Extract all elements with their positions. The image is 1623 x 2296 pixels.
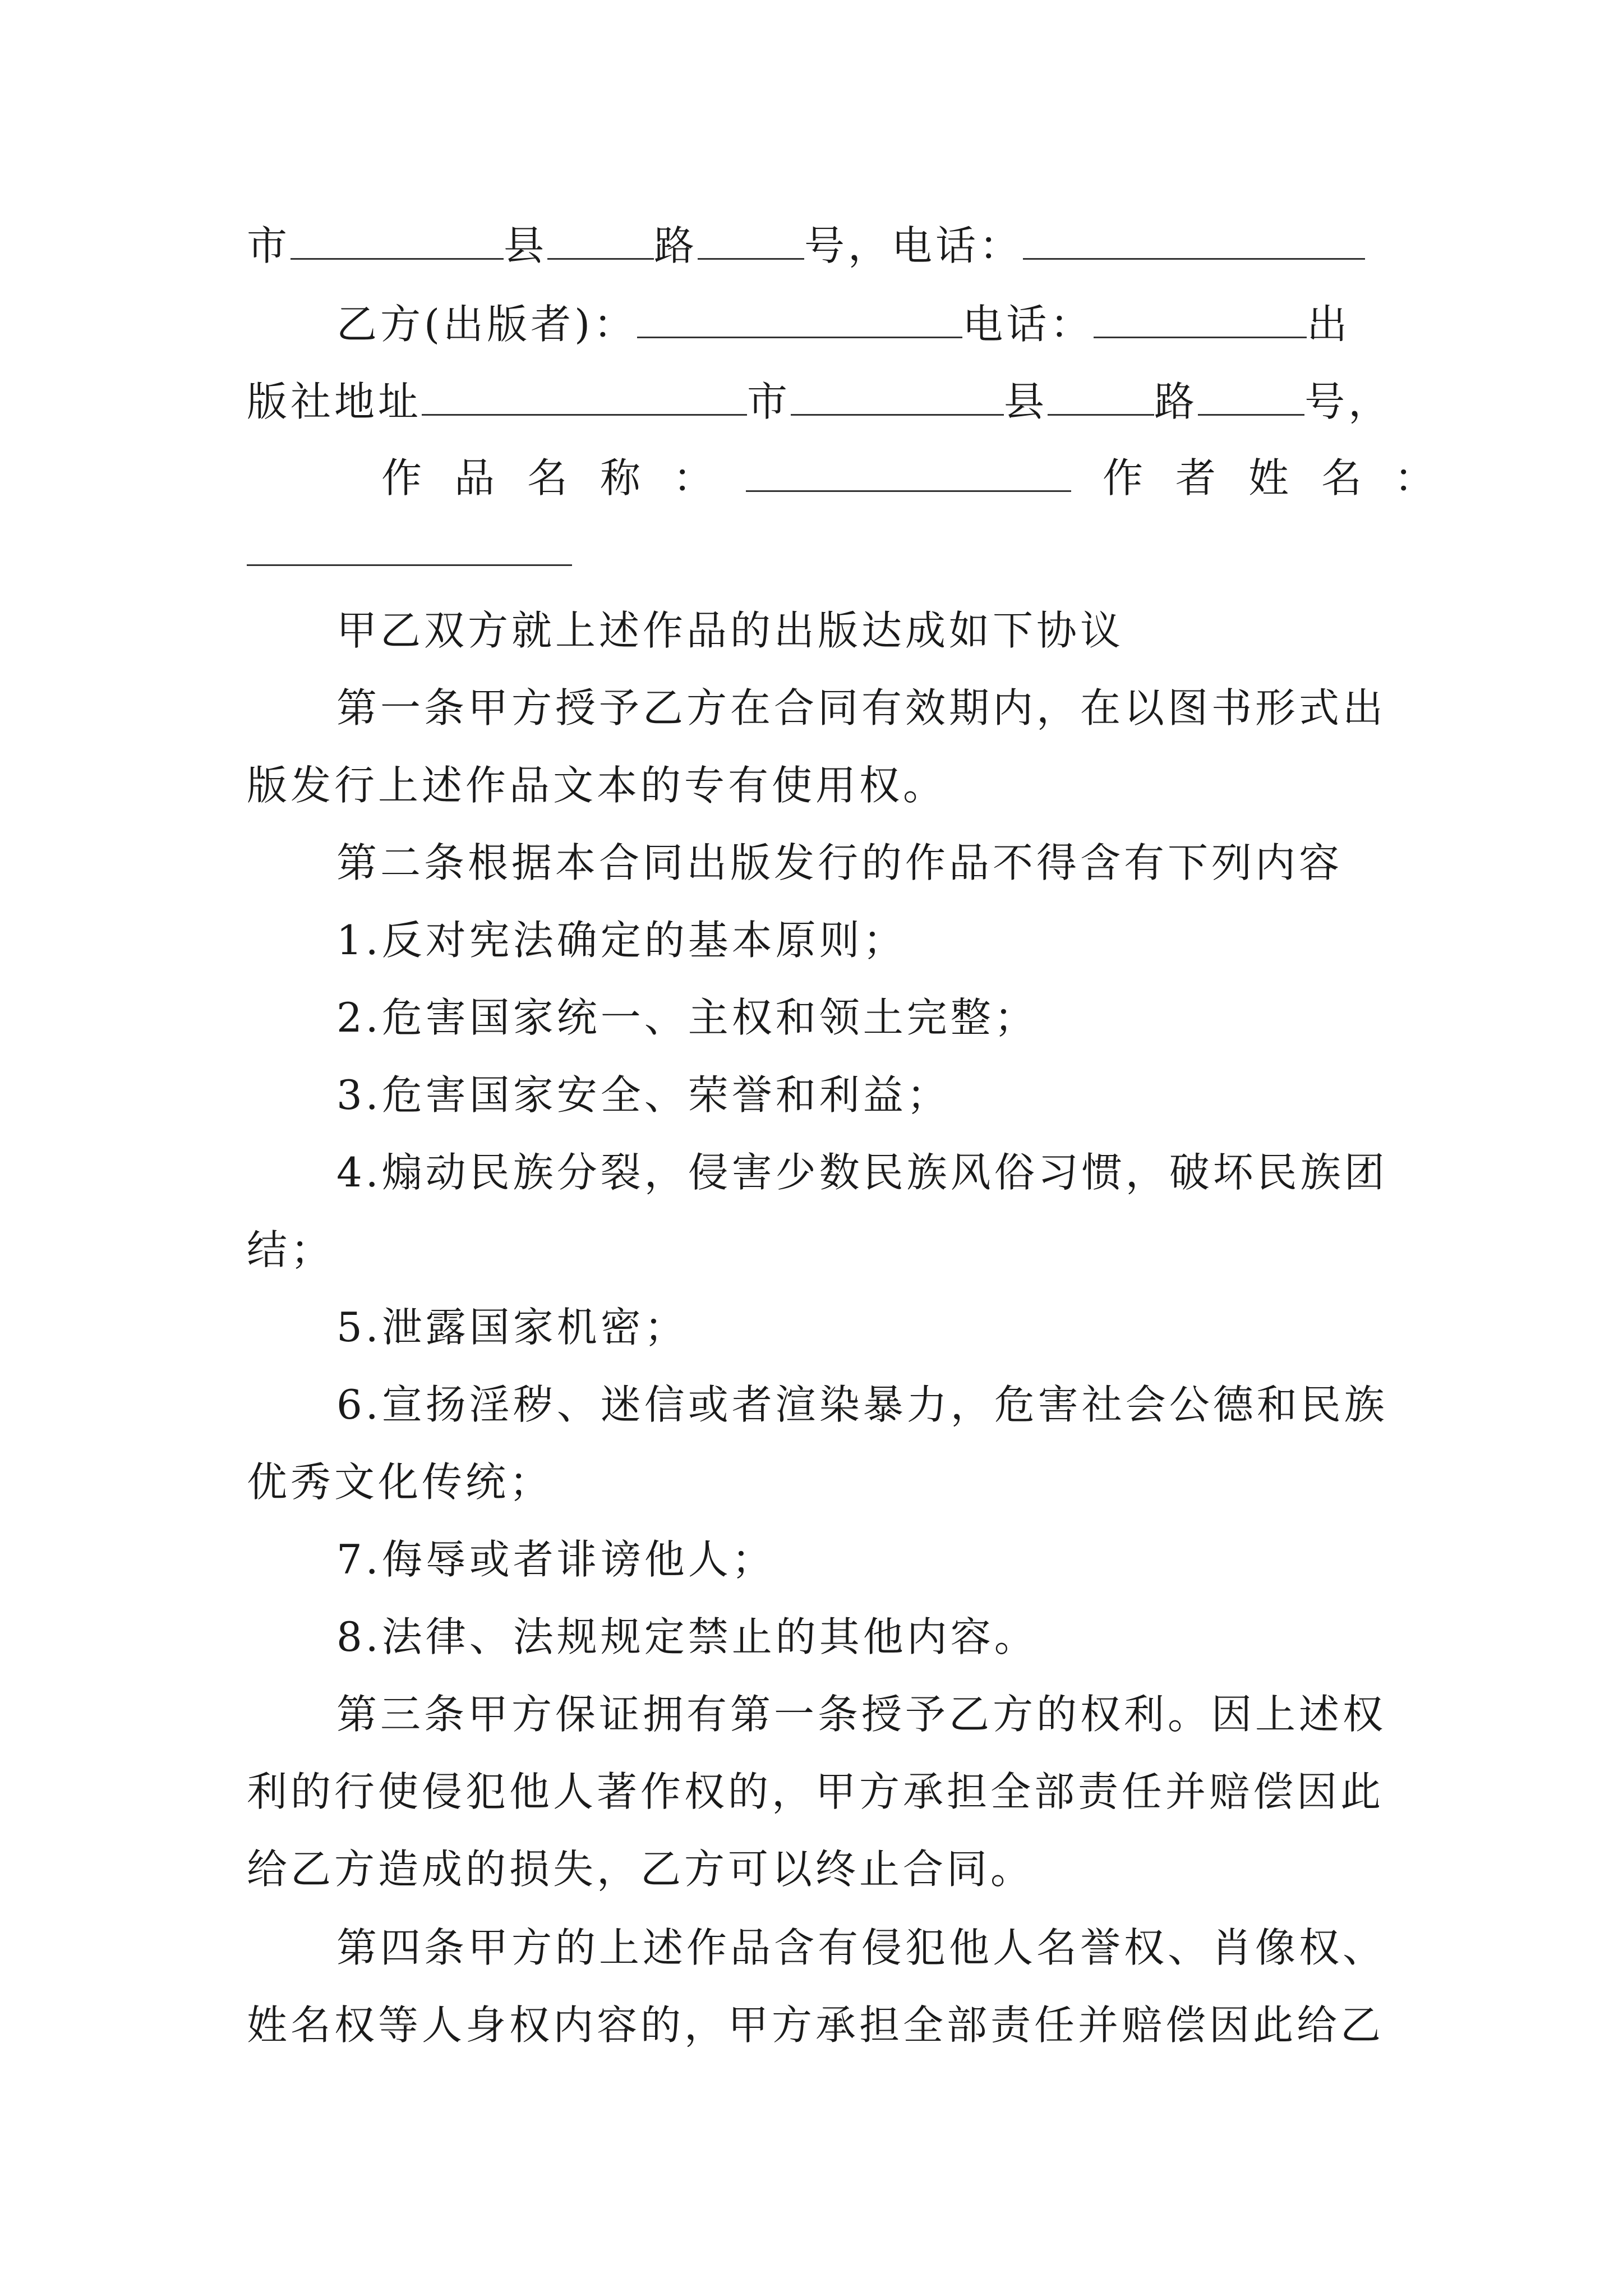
author-name-label: 作者姓名：: [1103, 454, 1468, 501]
article-4-line-2: 姓名权等人身权内容的，甲方承担全部责任并赔偿因此给乙: [247, 2001, 1385, 2049]
chu-label: 出: [1307, 301, 1351, 348]
article-2-item-5: 5.泄露国家机密；: [336, 1304, 688, 1351]
article-2-item-3: 3.危害国家安全、荣誉和利益；: [336, 1071, 951, 1119]
article-1-line-1: 第一条甲方授予乙方在合同有效期内，在以图书形式出: [336, 684, 1387, 731]
phone-blank: [1023, 223, 1365, 260]
county-label: 县: [504, 222, 548, 269]
number-phone-label: 号，电话：: [804, 222, 1023, 269]
party-b-phone-blank: [1094, 302, 1307, 338]
road-blank-2: [1198, 379, 1304, 416]
city-blank-2: [791, 379, 1004, 416]
phone-label: 电话：: [962, 301, 1094, 348]
publisher-address-blank: [422, 379, 747, 416]
work-name-label: 作品名称：: [381, 454, 746, 501]
publisher-address-line: [247, 362, 1391, 441]
agreement-intro: 甲乙双方就上述作品的出版达成如下协议: [336, 607, 1124, 654]
article-3-line-2: 利的行使侵犯他人著作权的，甲方承担全部责任并赔偿因此: [247, 1768, 1385, 1815]
article-2-item-2: 2.危害国家统一、主权和领土完整；: [336, 994, 1038, 1041]
number-label-2: 号，: [1304, 378, 1393, 425]
publisher-address-label: 版社地址: [247, 378, 422, 425]
article-2-item-8: 8.法律、法规规定禁止的其他内容。: [336, 1613, 1038, 1660]
city-blank: [291, 223, 504, 260]
city-label: 市: [247, 222, 291, 269]
article-2-item-6-cont: 优秀文化传统；: [247, 1458, 554, 1506]
county-blank-2: [1048, 379, 1154, 416]
county-blank: [547, 223, 654, 260]
county-label-2: 县: [1004, 378, 1048, 425]
road-label: 路: [654, 222, 698, 269]
work-info-line: [381, 439, 1468, 517]
article-2-item-7: 7.侮辱或者诽谤他人；: [336, 1536, 776, 1583]
article-1-line-2: 版发行上述作品文本的专有使用权。: [247, 762, 947, 809]
article-2-item-4: 4.煽动民族分裂，侵害少数民族风俗习惯，破坏民族团: [336, 1149, 1388, 1196]
author-name-blank: [247, 564, 572, 566]
work-name-blank: [746, 455, 1071, 492]
party-b-blank: [637, 302, 962, 338]
article-3-line-3: 给乙方造成的损失，乙方可以终止合同。: [247, 1846, 1035, 1893]
party-b-label: 乙方(出版者)：: [336, 301, 638, 348]
road-label-2: 路: [1154, 378, 1198, 425]
article-2-line-1: 第二条根据本合同出版发行的作品不得含有下列内容: [336, 839, 1343, 886]
city-label-2: 市: [747, 378, 791, 425]
article-2-item-6: 6.宣扬淫秽、迷信或者渲染暴力，危害社会公德和民族: [336, 1381, 1388, 1428]
article-3-line-1: 第三条甲方保证拥有第一条授予乙方的权利。因上述权: [336, 1691, 1387, 1738]
party-b-line: [336, 285, 1391, 364]
article-4-line-1: 第四条甲方的上述作品含有侵犯他人名誉权、肖像权、: [336, 1924, 1387, 1971]
article-2-item-1: 1.反对宪法确定的基本原则；: [336, 917, 907, 964]
road-blank: [698, 223, 804, 260]
address-line-party-a: [247, 206, 1391, 285]
article-2-item-4-cont: 结；: [247, 1226, 335, 1273]
